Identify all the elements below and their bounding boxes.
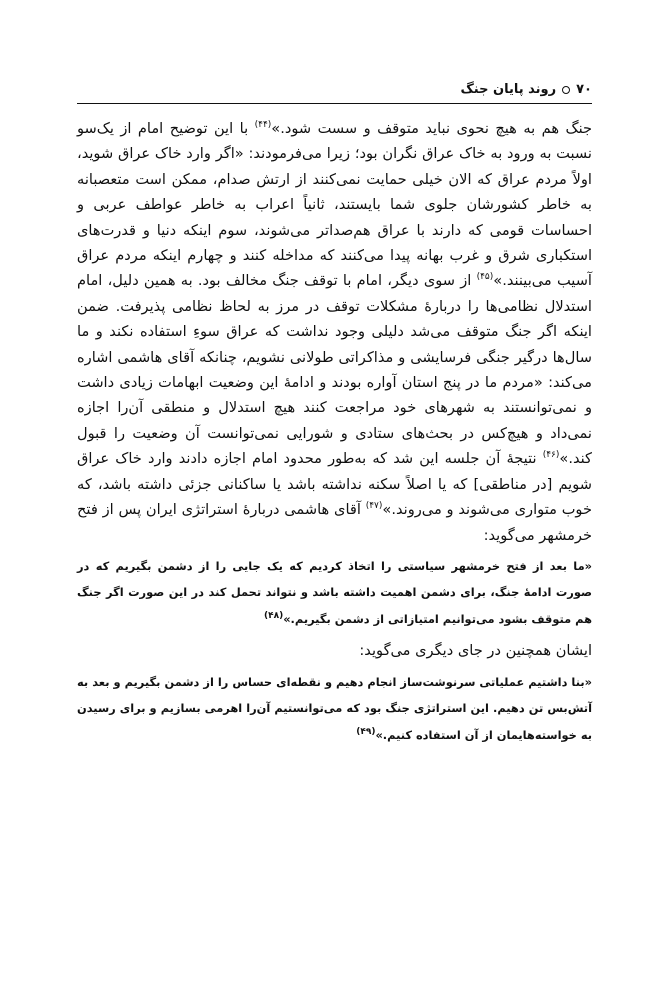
footnote-ref: (۴۸)	[263, 611, 284, 622]
block-quote-2	[77, 669, 592, 749]
text-run: آقای هاشمی دربارهٔ استراتژی ایران پس از فتح خرمشهر می‌گوید:	[77, 501, 592, 544]
quote-text: «ما بعد از فتح خرمشهر سیاستی را اتخاذ کردیم که یک جایی را از دشمن بگیریم که در صورت ادامهٔ جنگ، برای دشمن اهمیت داشته باشد و نتواند تحمل کند در این صورت اگر جنگ هم متوقف بشود می‌توانیم امتیازاتی از دشمن بگیریم.»	[77, 558, 592, 626]
running-header	[461, 82, 593, 97]
footnote-ref: (۴۹)	[356, 727, 376, 738]
text-run: با این توضیح امام از یک‌سو نسبت به ورود به خاک عراق نگران بود؛ زیرا می‌فرمودند: «اگر وارد خاک عراق شوید، اولاً مردم عراق که الان خیلی حمایت نمی‌کنند از ارتش صدام، ممکن است متعصبانه به خاطر کشورشان جلوی شما بایستند، ثانیاً اعراب به خاطر عواطف عربی و احساسات قومی که دارند با عراق هم‌صداتر می‌شوند، سوم اینکه دنیا و قدرت‌های استکباری شرق و غرب بهانه پیدا می‌کنند که مداخله کنند و چهارم اینکه مردم عراق آسیب می‌بینند.»	[77, 120, 592, 290]
text-run: جنگ هم به هیچ نحوی نباید متوقف و سست شود.»	[271, 120, 593, 137]
quote-text: «بنا داشتیم عملیاتی سرنوشت‌ساز انجام دهیم و نقطه‌ای حساس را از دشمن بگیریم و بعد به آتش‌بس تن دهیم. این استراتژی جنگ بود که می‌توانستیم آن‌را اهرمی بسازیم و برای رسیدن به خواسته‌هایمان از آن استفاده کنیم.»	[77, 674, 592, 742]
footnote-ref: (۴۷)	[365, 501, 383, 512]
running-title: روند پایان جنگ	[460, 82, 557, 97]
text-run: از سوی دیگر، امام با توقف جنگ مخالف بود. به همین دلیل، امام استدلال نظامی‌ها را دربارهٔ مشکلات توقف در مرز به لحاظ نظامی پذیرفت. ضمن اینکه اگر جنگ متوقف می‌شد دلیلی وجود نداشت که عراق سوءِ استفاده نکند و ما سال‌ها درگیر جنگی فرسایشی و مذاکراتی طولانی نشویم، چنانکه آقای هاشمی اشاره می‌کند: «مردم ما در پنج استان آواره بودند و ادامهٔ این وضعیت ابهامات زیادی داشت و نمی‌توانستند به شهرهای خود مراجعت کنند هیچ استدلال و منطقی آن‌را اجازه نمی‌داد و هیچ‌کس در بحث‌های ستادی و شورایی نمی‌توانست آن وضعیت را قبول کند.»	[77, 272, 592, 468]
footnote-ref: (۴۵)	[476, 272, 494, 283]
footnote-ref: (۴۴)	[254, 120, 272, 131]
header-rule	[77, 103, 592, 104]
footnote-ref: (۴۶)	[542, 450, 560, 461]
text-run: ایشان همچنین در جای دیگری می‌گوید:	[359, 642, 592, 660]
text-run: نتیجهٔ آن جلسه این شد که به‌طور محدود امام اجازه دادند وارد خاک عراق شویم [در مناطقی] که یا اصلاً سکنه نداشته باشد یا ساکنانی جزئی داشته باشد، که خوب متواری می‌شوند و می‌روند.»	[77, 450, 592, 519]
body-paragraph-1	[77, 116, 592, 548]
body-paragraph-2	[77, 638, 592, 663]
block-quote-1	[77, 553, 592, 633]
page-body	[77, 116, 592, 754]
page-number: ۷۰	[576, 82, 592, 97]
circle-icon	[562, 86, 570, 94]
